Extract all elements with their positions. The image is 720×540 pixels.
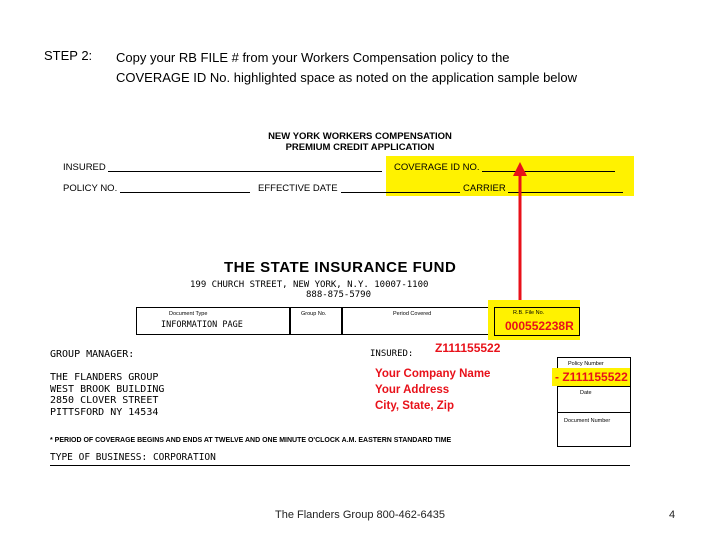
rb-file-label: R.B. File No.	[513, 310, 545, 316]
insured-doc-label: INSURED:	[370, 349, 414, 359]
manager-line: WEST BROOK BUILDING	[50, 383, 165, 395]
manager-line: THE FLANDERS GROUP	[50, 372, 159, 383]
company-city: City, State, Zip	[375, 400, 455, 412]
policy-no-line	[120, 192, 250, 193]
period-covered-label: Period Covered	[393, 311, 432, 317]
document-type-label: Document Type	[169, 311, 208, 317]
policy-number-label: Policy Number	[568, 361, 604, 367]
insured-label: INSURED	[63, 162, 106, 173]
carrier-label: CARRIER	[463, 183, 506, 194]
step-label: STEP 2:	[44, 48, 93, 63]
rb-file-box	[494, 307, 580, 336]
divider	[558, 386, 630, 387]
effective-date-label: EFFECTIVE DATE	[258, 183, 338, 194]
business-type: TYPE OF BUSINESS: CORPORATION	[50, 452, 216, 463]
step-line-1: Copy your RB FILE # from your Workers Compensation policy to the	[116, 50, 510, 65]
page-number: 4	[669, 509, 676, 521]
step-instructions	[116, 48, 577, 88]
bottom-rule	[50, 465, 630, 466]
group-manager-label: GROUP MANAGER:	[50, 349, 135, 360]
period-covered-box	[342, 307, 490, 335]
document-number-label: Document Number	[564, 418, 611, 424]
rb-file-value: 000552238R	[505, 319, 574, 333]
company-address: Your Address	[375, 384, 450, 396]
form-title-2: PREMIUM CREDIT APPLICATION	[285, 142, 435, 153]
fund-phone: 888-875-5790	[306, 290, 372, 300]
fund-address: 199 CHURCH STREET, NEW YORK, N.Y. 10007-1100	[190, 280, 429, 290]
manager-line: 2850 CLOVER STREET	[50, 395, 159, 406]
document-type-value: INFORMATION PAGE	[161, 320, 243, 330]
group-no-label: Group No.	[301, 311, 327, 317]
coverage-id-label: COVERAGE ID NO.	[394, 162, 480, 173]
effective-date-line	[341, 192, 460, 193]
document-type-box	[136, 307, 290, 335]
group-no-box	[290, 307, 342, 335]
manager-line: PITTSFORD NY 14534	[50, 406, 159, 418]
period-note: * PERIOD OF COVERAGE BEGINS AND ENDS AT TWELVE AND ONE MINUTE O'CLOCK A.M. EASTERN STANDARD TIME	[50, 437, 452, 444]
fund-name: THE STATE INSURANCE FUND	[224, 259, 457, 276]
date-label: Date	[580, 390, 592, 396]
period-note-text: PERIOD OF COVERAGE BEGINS AND ENDS AT TWELVE AND ONE MINUTE O'CLOCK A.M. EASTERN STANDARD TIME	[54, 437, 452, 444]
company-name: Your Company Name	[375, 368, 491, 380]
policy-number-value: - Z111155522	[555, 370, 628, 384]
group-manager-address	[50, 372, 164, 418]
footer-text: The Flanders Group 800-462-6435	[275, 509, 445, 521]
insured-line	[108, 171, 382, 172]
policy-number-text: Z111155522	[562, 370, 628, 384]
insured-policy-number: Z111155522	[435, 341, 501, 355]
red-arrow-icon	[510, 160, 530, 320]
form-title-1: NEW YORK WORKERS COMPENSATION	[268, 131, 452, 142]
coverage-id-line	[482, 171, 615, 172]
divider	[558, 412, 630, 413]
policy-no-label: POLICY NO.	[63, 183, 118, 194]
step-line-2: COVERAGE ID No. highlighted space as noted on the application sample below	[116, 70, 578, 85]
